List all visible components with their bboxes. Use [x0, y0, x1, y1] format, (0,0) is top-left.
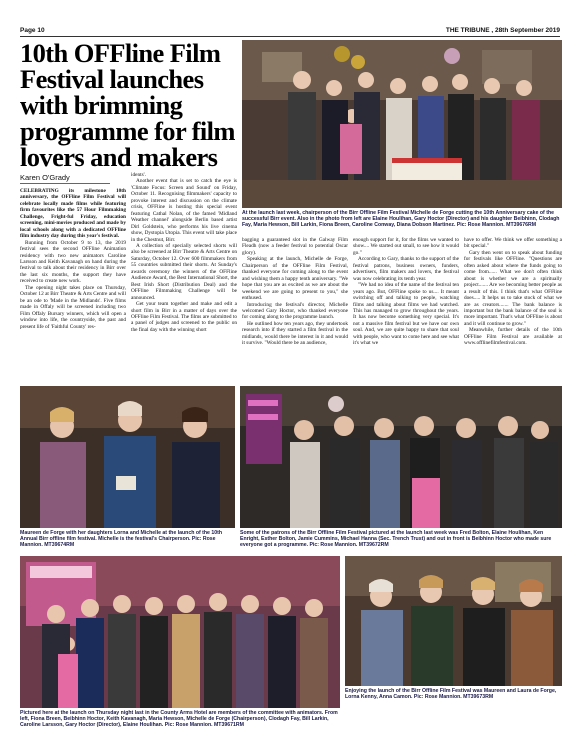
masthead: THE TRIBUNE , 28th September 2019 [445, 27, 560, 34]
article-column-5 [464, 237, 562, 379]
article-paragraph: Another event that is set to catch the eye is 'Climate Focus: Screen and Sound' on Friday, October 11. Recognising filmmakers' capacity to provoke interest and discussion on the climate crisis, OFFline is hosting this special event featuring Cathal Nolan, of the famed 'Midland Weather channel' alongside Berlin based artist Dirl Goldstein, who performs his live cinema show, Dystopia Utopia. This event will take place in the Chestnut, Birr. [131, 178, 237, 243]
caption-de-forge-family: Maureen de Forge with her daughters Lorna and Michelle at the launch of the 10th Annual Birr offline film festival. Michelle is the festival's Chairperson. Pic: Rose Mannion. MT39674RM [20, 530, 223, 549]
article-paragraph: A collection of specially selected shorts will also be screened at Birr Theatre & Arts Centre on Saturday, October 12. Over 600 filmmakers from 55 countries submitted their shorts. At Sunday's awards ceremony the winners of the OFFline Audience Award, the Best International Short, the Best Irish Short (Distribution Deal) and the OFFline Filmmaking Challenge will be announced. [131, 242, 237, 301]
caption-cake-cutting: At the launch last week, chairperson of the Birr Offline Film Festival Michelle de Forge cutting the 10th Anniversary cake of the successful Birr event. Also in the photo from left are Elaine Houlihan, Gary Hoctor (Director) and his daughter Beibhinn, Clodagh Fay, Maria Hewson, Bill Larkin, Fiona Breen, Caroline Conway, Diana Dobson Martinez. Pic: Rose Mannion. MT39676RM [242, 210, 560, 229]
article-paragraph: According to Gary, thanks to the support of the festival patrons, business owners, funders, advertisers, film makers and lovers, the festival was now celebrating its tenth year. [353, 256, 459, 282]
article-headline: 10th OFFline Film Festival launches with brimming programme for film lovers and makers [20, 38, 235, 172]
article-paragraph: enough support for it, for the films we wanted to show.... We started out small, to see how it would go." [353, 237, 459, 256]
article-paragraph: Gary then went on to speak about funding for festivals like OFFline. "Questions are often asked about where the funds going to come from...... What we don't often think about is whether we are a spiritually project....... Are we becoming better people as a result of this. I think that's what OFFline does..... It helps us to take stock of what we are as creators....... The bank balance is important but the bank balance of the soul is more important. That's what OFFline is about and it will continue to grow." [464, 249, 562, 327]
article-paragraph: He outlined how ten years ago, they undertook research into if they started a film festival in the midlands, would there be interest in it and would it survive. "Would there be an audience, [242, 320, 348, 347]
article-paragraph: Introducing the festival's director, Michelle welcomed Gary Hoctor, who thanked everyone for coming along to the programme launch. [242, 301, 348, 321]
photo-enjoying-launch [345, 556, 562, 686]
article-paragraph: idents'. [131, 172, 146, 178]
article-paragraph: Speaking at the launch, Michelle de Forge, Chairperson of the OFFline Film Festival, thanked everyone for coming along to the event and wishing them a happy tenth anniversary. "We hope that you are as excited as we are about the weekend we are going to present to you," she enthused. [242, 256, 348, 302]
article-paragraph: Running from October 9 to 13, the 2019 festival sees the second OFFline Animation residency with two new animators Caroline Larsson and Keith Kavanagh on hand during the festival to talk about their residency in Birr over the last six months, the support they have received to create new work. [20, 239, 126, 285]
page-number: Page 10 [20, 27, 45, 34]
byline: Karen O'Grady [20, 173, 110, 184]
caption-enjoying-launch: Enjoying the launch of the Birr Offline Film Festival was Maureen and Laura de Forge, Lorna Kenny, Anna Camon. Pic: Rose Mannion. MT39673RM [345, 688, 557, 701]
article-paragraph: CELEBRATING its milestone 10th anniversary, the OFFline Film Festival will celebrate locally made films while featuring firm favourites like the 57 Hour Filmmaking Challenge, Fright-ful Friday, education screening, mini-movies produced and made by local schools along with a dedicated OFFline film industry day during this year's festival. [20, 188, 126, 240]
photo-committee [20, 556, 340, 708]
caption-patrons: Some of the patrons of the Birr Offline Film Festival pictured at the launch last week was Fred Bolton, Elaine Houlihan, Ken Enright, Esther Bolton, Jamie Cummins, Michael Hanna (Sec. Trench Trust) and out in front is Beibhinn Hoctor who made sure everyone got a programme. Pic: Rose Mannion. MT39672RM [240, 530, 552, 549]
photo-de-forge-family [20, 386, 235, 528]
article-paragraph: Get your team together and make and edit a short film in Birr in a matter of days over the OFFline Film Festival. The films are submitted to a panel of judges and screened to the public on the final day with the winning short [131, 301, 237, 333]
article-paragraph: "We had no idea of the name of the festival ten years ago. But, OFFline spoke to us.... It meant switching off and talking to people, watching films and talking about films we had watched. This has managed to grow throughout the years. It has now become something very special. It's not a massive film festival but we have our own soul. And, we are quite happy to share that soul with people, who want to come here and see what it's what we [353, 282, 459, 347]
article-paragraph: The opening night takes place on Thursday, October 12 at Birr Theatre & Arts Centre and will be an ode to 'Made in the Midlands'. Five films made in Offaly will be screened including two Film Offaly Bursary winners, which will open a window into life, the countryside, the past and present life of 'Faithful County' res- [20, 284, 126, 330]
page-header [20, 27, 560, 37]
caption-committee: Pictured here at the launch on Thursday night last in the County Arms Hotel are members of the committee with animators. From left, Fiona Breen, Beibhinn Hoctor, Keith Kavanagh, Maria Hewson, Michelle de Forge (Chairperson), Clodagh Fay, Bill Larkin, Caroline Larsson, Gary Hoctor (Director), Elaine Houlihan. Pic: Rose Mannion. MT39671RM [20, 710, 338, 729]
photo-patrons [240, 386, 562, 528]
article-paragraph: bagging a guaranteed slot in the Galway Film Fleadh (now a feeder festival to potential Oscar glory). [242, 237, 348, 256]
article-paragraph: Meanwhile, further details of the 10th OFFline Film Festival are available at www.offlinefilmfestival.com. [464, 327, 562, 347]
article-paragraph: have to offer. We think we offer something a bit special." [464, 237, 562, 250]
photo-cake-cutting [242, 40, 562, 208]
article-column-4 [353, 237, 459, 379]
article-column-3 [242, 237, 348, 379]
